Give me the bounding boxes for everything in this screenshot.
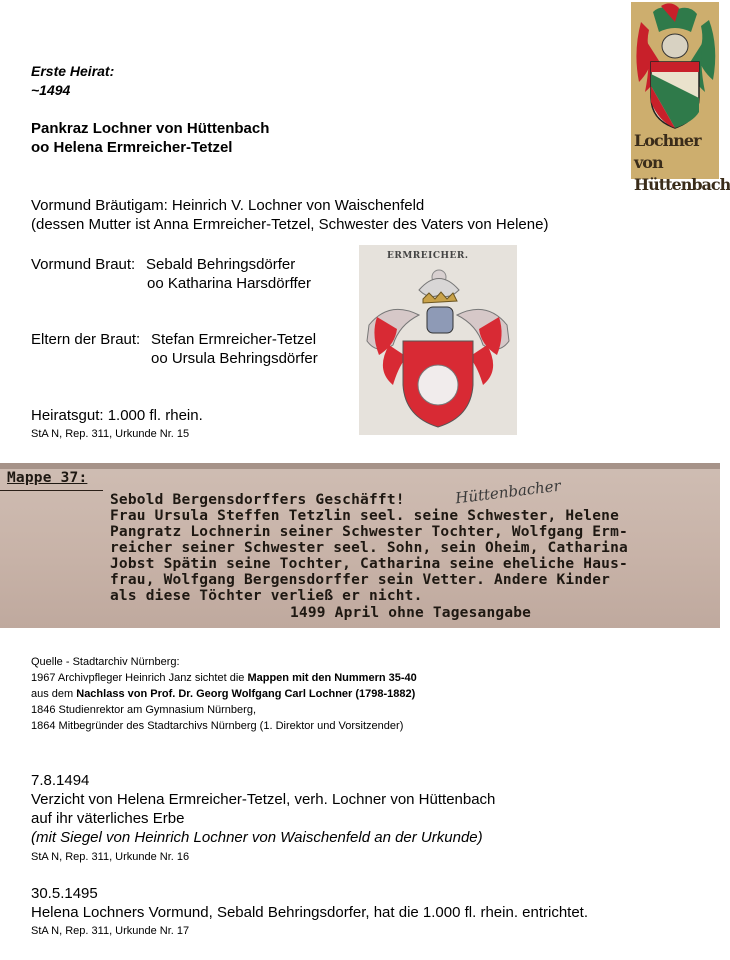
source-line-4: 1846 Studienrektor am Gymnasium Nürnberg,	[31, 704, 256, 716]
groom-name: Pankraz Lochner von Hüttenbach	[31, 120, 270, 137]
entry1-date: 7.8.1494	[31, 772, 90, 789]
groom-guardian: Vormund Bräutigam: Heinrich V. Lochner von Waischenfeld	[31, 197, 425, 214]
entry2-line-1: Helena Lochners Vormund, Sebald Behringsdorfer, hat die 1.000 fl. rhein. entrichtet.	[31, 904, 589, 921]
scan-line-2: Frau Ursula Steffen Tetzlin seel. seine Schwester, Helene	[110, 508, 619, 524]
scan-line-6: frau, Wolfgang Bergensdorffer sein Vetter. Andere Kinder	[110, 572, 611, 588]
document-scan	[0, 463, 720, 628]
dowry-amount: Heiratsgut: 1.000 fl. rhein.	[31, 407, 203, 424]
marriage-year: ~1494	[31, 82, 71, 98]
entry1-line-2: auf ihr väterliches Erbe	[31, 810, 185, 827]
source-line-5: 1864 Mitbegründer des Stadtarchivs Nürnberg (1. Direktor und Vorsitzender)	[31, 720, 404, 732]
entry1-line-3: (mit Siegel von Heinrich Lochner von Waischenfeld an der Urkunde)	[31, 829, 483, 846]
scan-line-1: Sebold Bergensdorffers Geschäfft!	[110, 492, 405, 508]
scan-line-8: 1499 April ohne Tagesangabe	[290, 605, 532, 621]
entry2-date: 30.5.1495	[31, 885, 98, 902]
bride-father: Stefan Ermreicher-Tetzel	[151, 331, 317, 348]
entry2-reference: StA N, Rep. 311, Urkunde Nr. 17	[31, 925, 190, 937]
scan-handwritten-note: Hüttenbacher	[454, 476, 562, 508]
scan-line-4: reicher seiner Schwester seel. Sohn, sein Oheim, Catharina	[110, 540, 628, 556]
bride-guardian-label: Vormund Braut:	[31, 256, 136, 273]
scan-header: Mappe 37:	[7, 470, 88, 486]
bride-name: oo Helena Ermreicher-Tetzel	[31, 139, 233, 156]
bride-mother: oo Ursula Behringsdörfer	[151, 350, 318, 367]
ermreicher-coat-of-arms	[359, 245, 517, 435]
source-line-2: 1967 Archivpfleger Heinrich Janz sichtet die Mappen mit den Nummern 35-40	[31, 672, 417, 684]
lochner-crest-caption: Lochner von Hüttenbach	[634, 131, 730, 194]
groom-guardian-note: (dessen Mutter ist Anna Ermreicher-Tetzel, Schwester des Vaters von Helene)	[31, 216, 549, 233]
entry1-reference: StA N, Rep. 311, Urkunde Nr. 16	[31, 851, 190, 863]
bride-guardian-spouse: oo Katharina Harsdörffer	[147, 275, 311, 292]
bride-parents-label: Eltern der Braut:	[31, 331, 141, 348]
scan-line-5: Jobst Spätin seine Tochter, Catharina seine eheliche Haus-	[110, 556, 628, 572]
lochner-coat-of-arms	[631, 2, 730, 194]
scan-line-7: als diese Töchter verließ er nicht.	[110, 588, 423, 604]
scan-line-3: Pangratz Lochnerin seiner Schwester Tochter, Wolfgang Erm-	[110, 524, 628, 540]
bride-guardian-name: Sebald Behringsdörfer	[146, 256, 296, 273]
entry1-line-1: Verzicht von Helena Ermreicher-Tetzel, verh. Lochner von Hüttenbach	[31, 791, 496, 808]
source-line-1: Quelle - Stadtarchiv Nürnberg:	[31, 656, 180, 668]
ermreicher-crest-caption: ERMREICHER.	[387, 251, 469, 261]
marriage-heading: Erste Heirat:	[31, 63, 115, 79]
dowry-reference: StA N, Rep. 311, Urkunde Nr. 15	[31, 428, 190, 440]
source-line-3: aus dem Nachlass von Prof. Dr. Georg Wolfgang Carl Lochner (1798-1882)	[31, 688, 416, 700]
